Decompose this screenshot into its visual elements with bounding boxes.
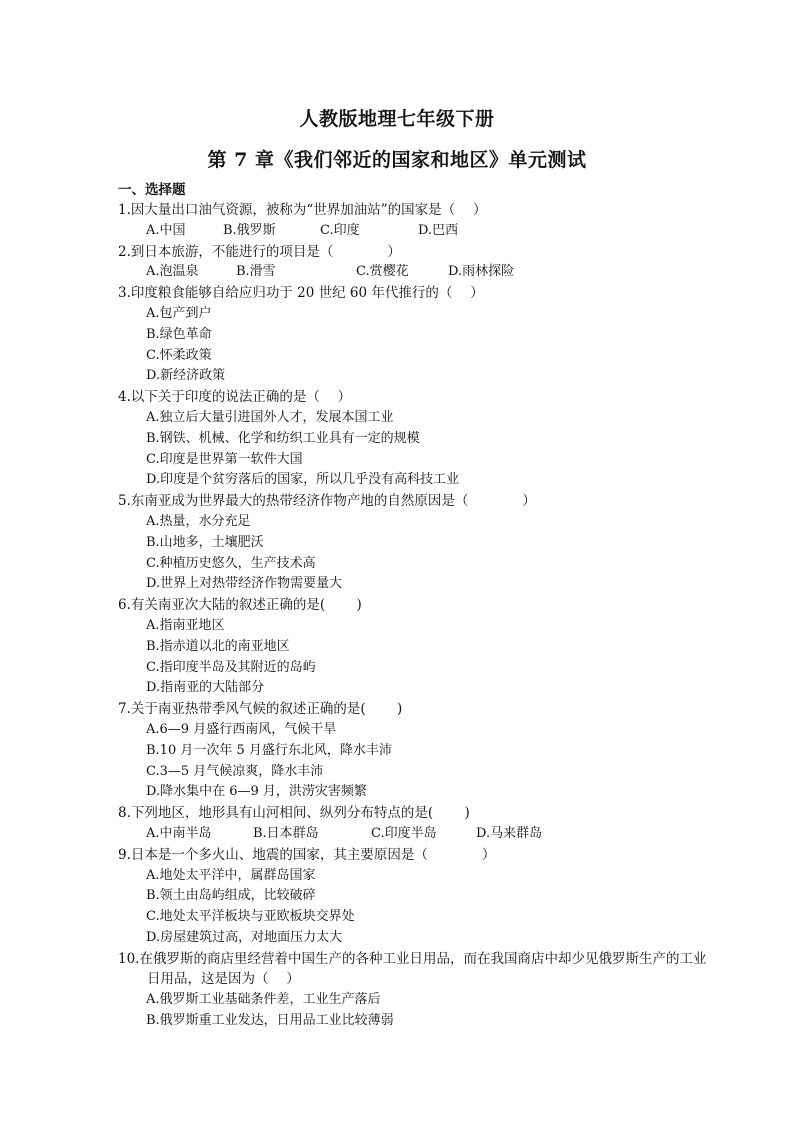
option-b: B.指赤道以北的南亚地区 (146, 638, 290, 654)
option-row (118, 221, 718, 242)
question-6 (118, 595, 718, 699)
option-a: A.包产到户 (146, 305, 212, 321)
question-stem: 10.在俄罗斯的商店里经营着中国生产的各种工业日用品，而在我国商店中却少见俄罗斯生产的工业日用品，这是因为（ ） (118, 950, 707, 988)
option-d: D.房屋建筑过高，对地面压力太大 (146, 929, 343, 945)
option-b: B.10 月一次年 5 月盛行东北风，降水丰沛 (146, 742, 392, 758)
option-c: C.地处太平洋板块与亚欧板块交界处 (146, 909, 355, 925)
question-7 (118, 699, 718, 803)
option-d: D.雨林探险 (448, 264, 515, 280)
option-c: C.3—5 月气候凉爽，降水丰沛 (146, 763, 324, 779)
option-d: D.印度是个贫穷落后的国家，所以几乎没有高科技工业 (146, 472, 460, 488)
option-row (118, 262, 718, 283)
option-c: C.种植历史悠久，生产技术高 (146, 555, 316, 571)
option-b: B.钢铁、机械、化学和纺织工业具有一定的规模 (146, 430, 420, 446)
option-c: C.印度半岛 (371, 825, 437, 841)
option-a: A.热量，水分充足 (146, 513, 251, 529)
option-a: A.俄罗斯工业基础条件差，工业生产落后 (146, 992, 381, 1008)
option-d: D.巴西 (418, 222, 459, 238)
question-list (118, 181, 718, 1032)
option-b: B.领土由岛屿组成，比较破碎 (146, 888, 316, 904)
question-stem: 9.日本是一个多火山、地震的国家，其主要原因是（ ） (118, 846, 496, 863)
question-stem: 1.因大量出口油气资源，被称为“世界加油站”的国家是（ ） (118, 202, 487, 218)
option-b: B.俄罗斯 (223, 222, 276, 238)
option-a: A.独立后大量引进国外人才，发展本国工业 (146, 409, 394, 425)
option-d: D.新经济政策 (146, 368, 226, 384)
question-stem: 8.下列地区，地形具有山河相间、纵列分布特点的是( ) (118, 805, 470, 822)
option-d: D.马来群岛 (476, 825, 543, 841)
option-b: B.山地多，土壤肥沃 (146, 534, 264, 550)
option-a: A.中国 (146, 222, 186, 238)
question-stem: 3.印度粮食能够自给应归功于 20 世纪 60 年代推行的（ ） (118, 285, 484, 302)
question-5 (118, 491, 718, 595)
question-stem: 4.以下关于印度的说法正确的是（ ） (118, 389, 352, 406)
option-c: C.指印度半岛及其附近的岛屿 (146, 659, 316, 675)
option-a: A.中南半岛 (146, 825, 212, 841)
option-a: A.地处太平洋中，属群岛国家 (146, 867, 316, 883)
option-a: A.指南亚地区 (146, 617, 225, 633)
option-a: A.泡温泉 (146, 264, 199, 280)
document-subtitle: 第 7 章《我们邻近的国家和地区》单元测试 (207, 149, 587, 171)
question-8 (118, 803, 718, 845)
option-b: B.滑雪 (236, 264, 276, 280)
question-stem: 6.有关南亚次大陆的叙述正确的是( ) (118, 597, 362, 614)
document-title: 人教版地理七年级下册 (299, 108, 495, 130)
question-2 (118, 242, 718, 284)
option-d: D.指南亚的大陆部分 (146, 680, 265, 696)
question-4 (118, 387, 718, 491)
section-heading: 一、选择题 (118, 182, 186, 198)
option-d: D.降水集中在 6—9 月，洪涝灾害频繁 (146, 784, 367, 800)
question-9 (118, 845, 718, 949)
option-c: C.印度 (320, 222, 360, 238)
option-c: C.赏樱花 (356, 264, 409, 280)
question-3 (118, 283, 718, 387)
option-d: D.世界上对热带经济作物需要量大 (146, 576, 343, 592)
option-c: C.怀柔政策 (146, 347, 212, 363)
option-row (118, 824, 718, 845)
option-b: B.日本群岛 (253, 825, 319, 841)
option-c: C.印度是世界第一软件大国 (146, 451, 303, 467)
option-b: B.俄罗斯重工业发达，日用品工业比较薄弱 (146, 1013, 394, 1029)
question-stem: 2.到日本旅游，不能进行的项目是（ ） (118, 243, 401, 260)
question-10 (118, 949, 718, 1032)
question-1 (118, 200, 718, 242)
option-a: A.6—9 月盛行西南风，气候干旱 (146, 721, 337, 737)
question-stem: 5.东南亚成为世界最大的热带经济作物产地的自然原因是（ ） (118, 493, 536, 510)
option-b: B.绿色革命 (146, 326, 212, 342)
question-stem: 7.关于南亚热带季风气候的叙述正确的是( ) (118, 701, 403, 718)
